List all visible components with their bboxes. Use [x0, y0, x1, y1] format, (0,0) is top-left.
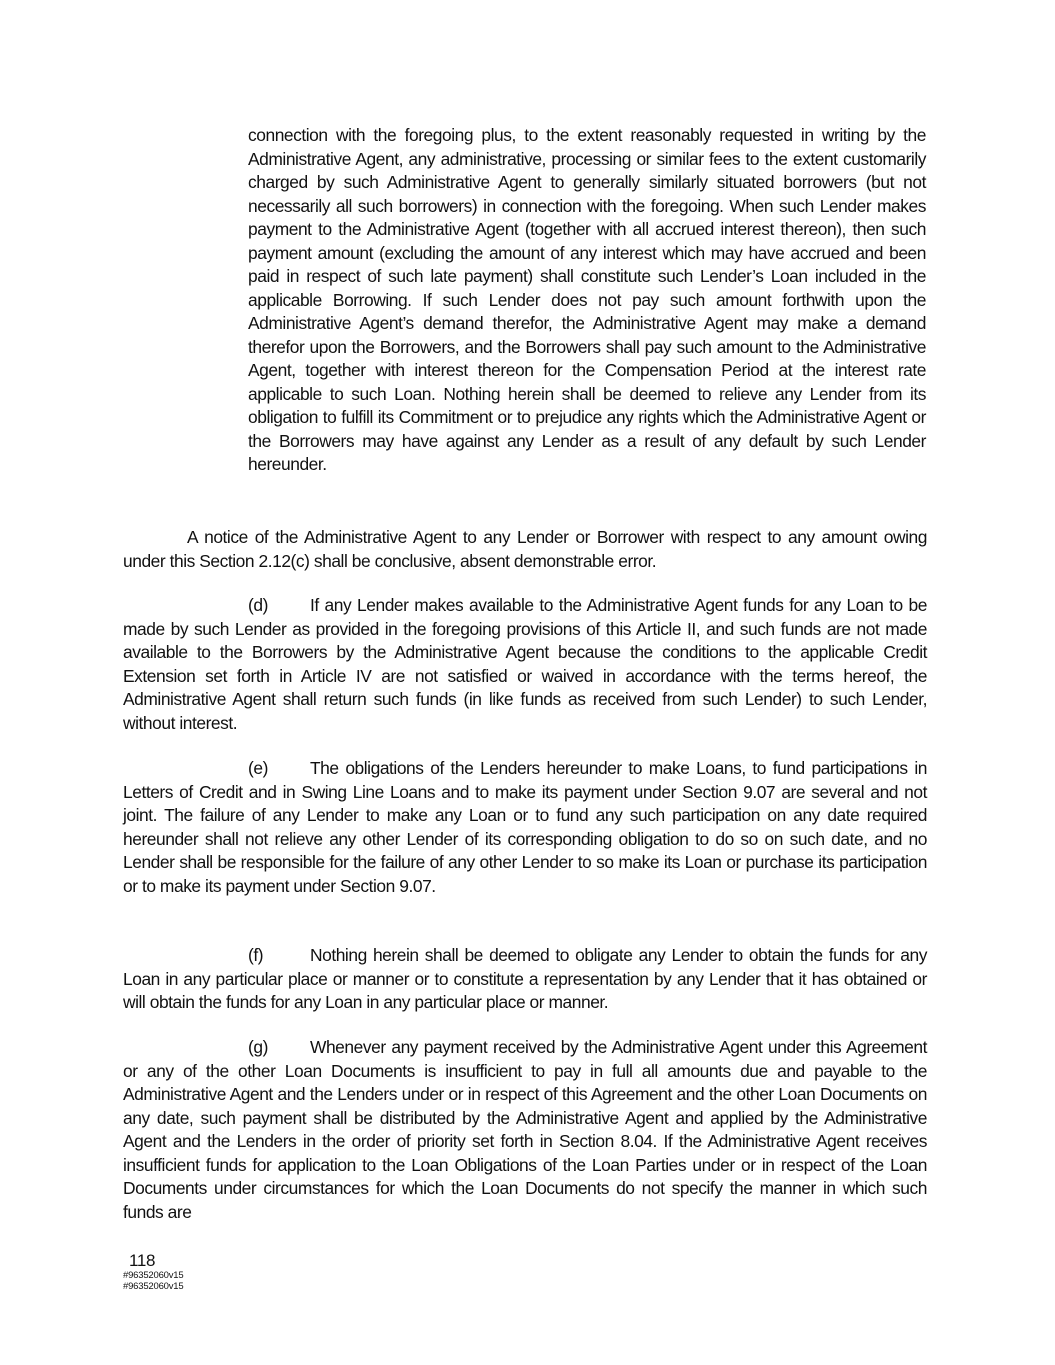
continuation-paragraph: connection with the foregoing plus, to the extent reasonably requested in writing by the Administrative Agent, any administrative, processing or similar fees to the extent customarily charged by such Administrative Agent to generally similarly situated borrowers (but not necessarily all such borrowers) in connection with the foregoing. When such Lender makes payment to the Administrative Agent (together with all accrued interest thereon), then such payment amount (excluding the amount of any interest which may have accrued and been paid in respect of such late payment) shall constitute such Lender’s Loan included in the applicable Borrowing. If such Lender does not pay such amount forthwith upon the Administrative Agent’s demand therefor, the Administrative Agent may make a demand therefor upon the Borrowers, and the Borrowers shall pay such amount to the Administrative Agent, together with interest thereon for the Compensation Period at the interest rate applicable to such Loan. Nothing herein shall be deemed to relieve any Lender from its obligation to fulfill its Commitment or to prejudice any rights which the Administrative Agent or the Borrowers may have against any Lender as a result of any default by such Lender hereunder.: [248, 125, 926, 474]
section-e-text: The obligations of the Lenders hereunder to make Loans, to fund participations in Letters of Credit and in Swing Line Loans and to make its payment under Section 9.07 are several and not joint. The failure of any Lender to make any Loan or to fund any such participation on any date required hereunder shall not relieve any other Lender of its corresponding obligation to do so on such date, and no Lender shall be responsible for the failure of any other Lender to so make its Loan or purchase its participation or to make its payment under Section 9.07.: [123, 758, 927, 896]
page-number: 118: [129, 1251, 156, 1270]
section-g-text: Whenever any payment received by the Administrative Agent under this Agreement or any of the other Loan Documents is insufficient to pay in full all amounts due and payable to the Administrative Agent and the Lenders under or in respect of this Agreement and the other Loan Documents on any date, such payment shall be distributed by the Administrative Agent and applied by the Administrative Agent and the Lenders in the order of priority set forth in Section 8.04. If the Administrative Agent receives insufficient funds for application to the Loan Obligations of the Loan Parties under or in respect of the Loan Documents under circumstances for which the Loan Documents do not specify the manner in which such funds are: [123, 1037, 927, 1222]
document-id-duplicate: #96352060v15: [123, 1281, 184, 1292]
section-e-paragraph: [123, 757, 927, 898]
document-id: #96352060v15: [123, 1270, 184, 1281]
section-f-text: Nothing herein shall be deemed to obligate any Lender to obtain the funds for any Loan in any particular place or manner or to constitute a representation by any Lender that it has obtained or will obtain the funds for any Loan in any particular place or manner.: [123, 945, 927, 1012]
section-f-label: (f): [248, 945, 264, 965]
page-footer: [123, 1252, 183, 1292]
notice-paragraph: A notice of the Administrative Agent to any Lender or Borrower with respect to any amount owing under this Section 2.12(c) shall be conclusive, absent demonstrable error.: [123, 527, 927, 571]
section-d-text: If any Lender makes available to the Administrative Agent funds for any Loan to be made by such Lender as provided in the foregoing provisions of this Article II, and such funds are not made available to the Borrowers by the Administrative Agent because the conditions to the applicable Credit Extension set forth in Article IV are not satisfied or waived in accordance with the terms hereof, the Administrative Agent shall return such funds (in like funds as received from such Lender) to such Lender, without interest.: [123, 595, 927, 733]
section-g-paragraph: [123, 1036, 927, 1224]
section-g-label: (g): [248, 1037, 268, 1057]
section-d-paragraph: [123, 594, 927, 735]
section-d-label: (d): [248, 595, 268, 615]
section-f-paragraph: [123, 944, 927, 1015]
section-e-label: (e): [248, 758, 268, 778]
